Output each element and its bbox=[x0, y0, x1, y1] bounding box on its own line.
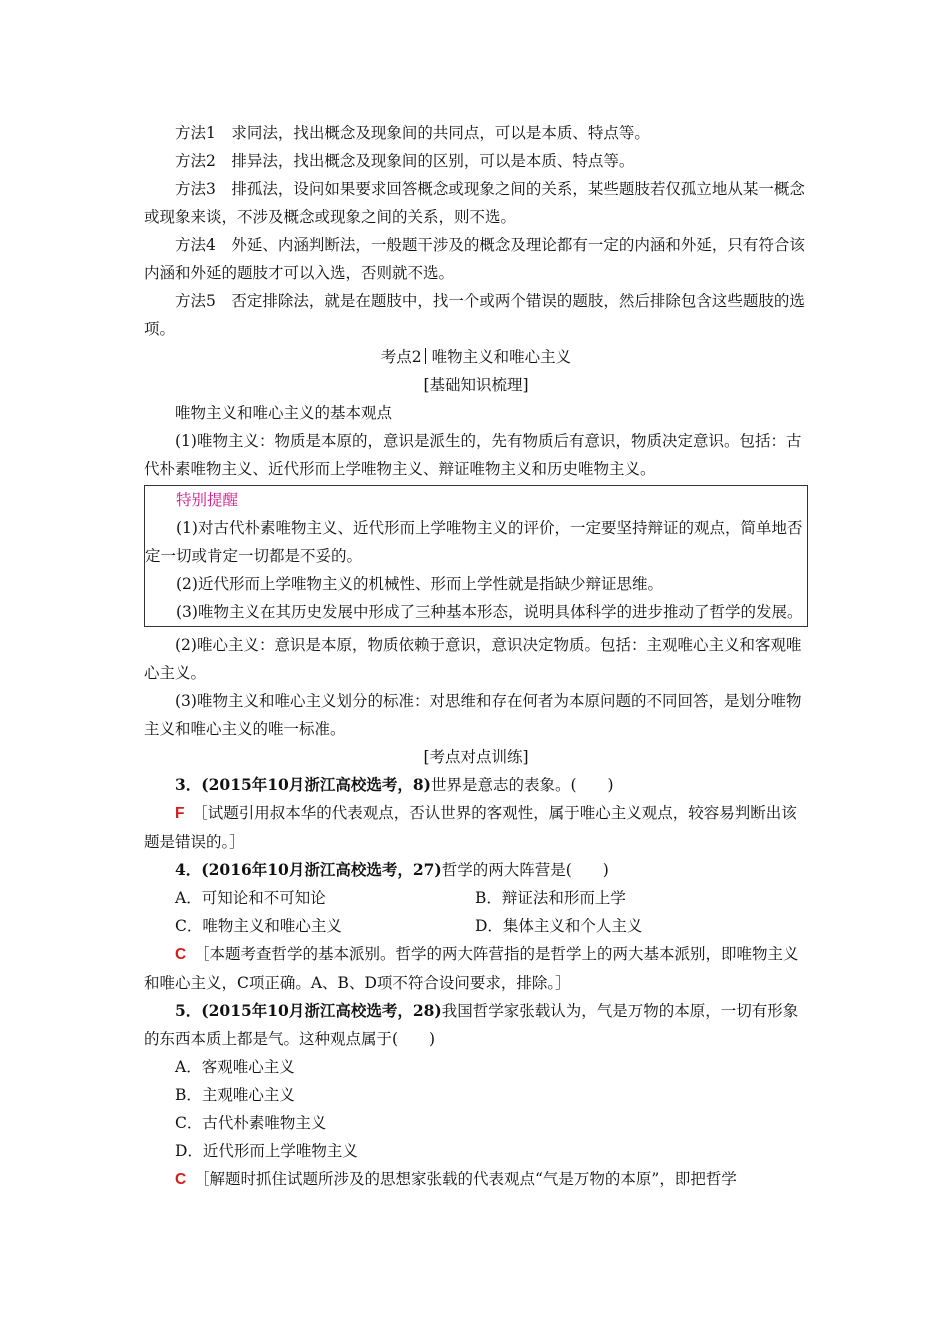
option-4c: C．唯物主义和唯心主义 bbox=[175, 917, 342, 935]
answer-3-explain: ［试题引用叔本华的代表观点，否认世界的客观性，属于唯心主义观点，较容易判断出该题是错误的。］ bbox=[144, 804, 797, 851]
answer-5-explain: ［解题时抓住试题所涉及的思想家张载的代表观点“气是万物的本原”，即把哲学 bbox=[201, 1170, 737, 1188]
answer-4 bbox=[144, 940, 808, 997]
special-note-box bbox=[144, 485, 808, 627]
answer-5-letter: C bbox=[175, 1171, 187, 1188]
option-5a: A．客观唯心主义 bbox=[175, 1058, 295, 1076]
question-5-stem: 我国哲学家张载认为，气是万物的本原，一切有形象的东西本质上都是气。这种观点属于( ) bbox=[144, 1002, 799, 1048]
criterion-paragraph: (3)唯物主义和唯心主义划分的标准：对思维和存在何者为本原问题的不同回答，是划分唯物主义和唯心主义的唯一标准。 bbox=[144, 692, 802, 738]
document-page bbox=[144, 119, 808, 1194]
answer-3 bbox=[144, 799, 808, 856]
method-1: 方法1 求同法，找出概念及现象间的共同点，可以是本质、特点等。 bbox=[175, 124, 650, 142]
option-5c: C．古代朴素唯物主义 bbox=[175, 1114, 327, 1132]
answer-5 bbox=[144, 1165, 808, 1194]
method-2: 方法2 排异法，找出概念及现象间的区别，可以是本质、特点等。 bbox=[175, 152, 635, 170]
question-4-options-row-1 bbox=[144, 884, 808, 912]
subheading-training: [考点对点训练] bbox=[423, 748, 529, 766]
question-3 bbox=[144, 771, 808, 799]
question-4-options-row-2 bbox=[144, 912, 808, 940]
section-name: 唯物主义和唯心主义 bbox=[431, 348, 572, 366]
question-5-source: (2015年10月浙江高校选考，28) bbox=[201, 1001, 442, 1020]
option-4d: D．集体主义和个人主义 bbox=[475, 917, 643, 935]
method-3: 方法3 排孤法，设问如果要求回答概念或现象之间的关系，某些题肢若仅孤立地从某一概念或现象来谈，不涉及概念或现象之间的关系，则不选。 bbox=[144, 180, 805, 226]
option-4b: B．辩证法和形而上学 bbox=[475, 889, 626, 907]
basic-heading: 唯物主义和唯心主义的基本观点 bbox=[175, 404, 393, 422]
question-5 bbox=[144, 997, 808, 1053]
option-4a: A．可知论和不可知论 bbox=[175, 889, 326, 907]
section-title bbox=[144, 343, 808, 371]
method-4: 方法4 外延、内涵判断法，一般题干涉及的概念及理论都有一定的内涵和外延，只有符合该内涵和外延的题肢才可以入选，否则就不选。 bbox=[144, 236, 805, 282]
question-3-source: (2015年10月浙江高校选考，8) bbox=[201, 775, 431, 794]
question-4-stem: 哲学的两大阵营是( ) bbox=[441, 861, 609, 879]
special-note-item-1: (1)对古代朴素唯物主义、近代形而上学唯物主义的评价，一定要坚持辩证的观点，简单地否定一切或肯定一切都是不妥的。 bbox=[145, 519, 803, 565]
section-label: 考点2 bbox=[380, 348, 422, 366]
answer-4-letter: C bbox=[175, 946, 187, 963]
method-5: 方法5 否定排除法，就是在题肢中，找一个或两个错误的题肢，然后排除包含这些题肢的选项。 bbox=[144, 292, 805, 338]
option-5d: D．近代形而上学唯物主义 bbox=[175, 1142, 358, 1160]
question-4-number: 4． bbox=[175, 860, 202, 879]
option-5b: B．主观唯心主义 bbox=[175, 1086, 295, 1104]
question-3-number: 3． bbox=[175, 775, 202, 794]
subheading-basic: [基础知识梳理] bbox=[423, 376, 529, 394]
question-4 bbox=[144, 856, 808, 884]
idealism-paragraph: (2)唯心主义：意识是本原，物质依赖于意识，意识决定物质。包括：主观唯心主义和客观唯心主义。 bbox=[144, 636, 802, 682]
special-note-item-2: (2)近代形而上学唯物主义的机械性、形而上学性就是指缺少辩证思维。 bbox=[176, 575, 663, 593]
section-divider bbox=[425, 348, 426, 364]
answer-4-explain: ［本题考查哲学的基本派别。哲学的两大阵营指的是哲学上的两大基本派别，即唯物主义和唯心主义，C项正确。A、B、D项不符合设问要求，排除。］ bbox=[144, 945, 799, 992]
answer-3-letter: F bbox=[175, 805, 185, 822]
materialism-paragraph: (1)唯物主义：物质是本原的，意识是派生的，先有物质后有意识，物质决定意识。包括：古代朴素唯物主义、近代形而上学唯物主义、辩证唯物主义和历史唯物主义。 bbox=[144, 432, 802, 478]
question-5-number: 5． bbox=[175, 1001, 202, 1020]
question-4-source: (2016年10月浙江高校选考，27) bbox=[201, 860, 442, 879]
special-note-item-3: (3)唯物主义在其历史发展中形成了三种基本形态，说明具体科学的进步推动了哲学的发展。 bbox=[176, 603, 803, 621]
special-note-title: 特别提醒 bbox=[176, 491, 239, 509]
question-3-stem: 世界是意志的表象。( ) bbox=[430, 776, 614, 794]
